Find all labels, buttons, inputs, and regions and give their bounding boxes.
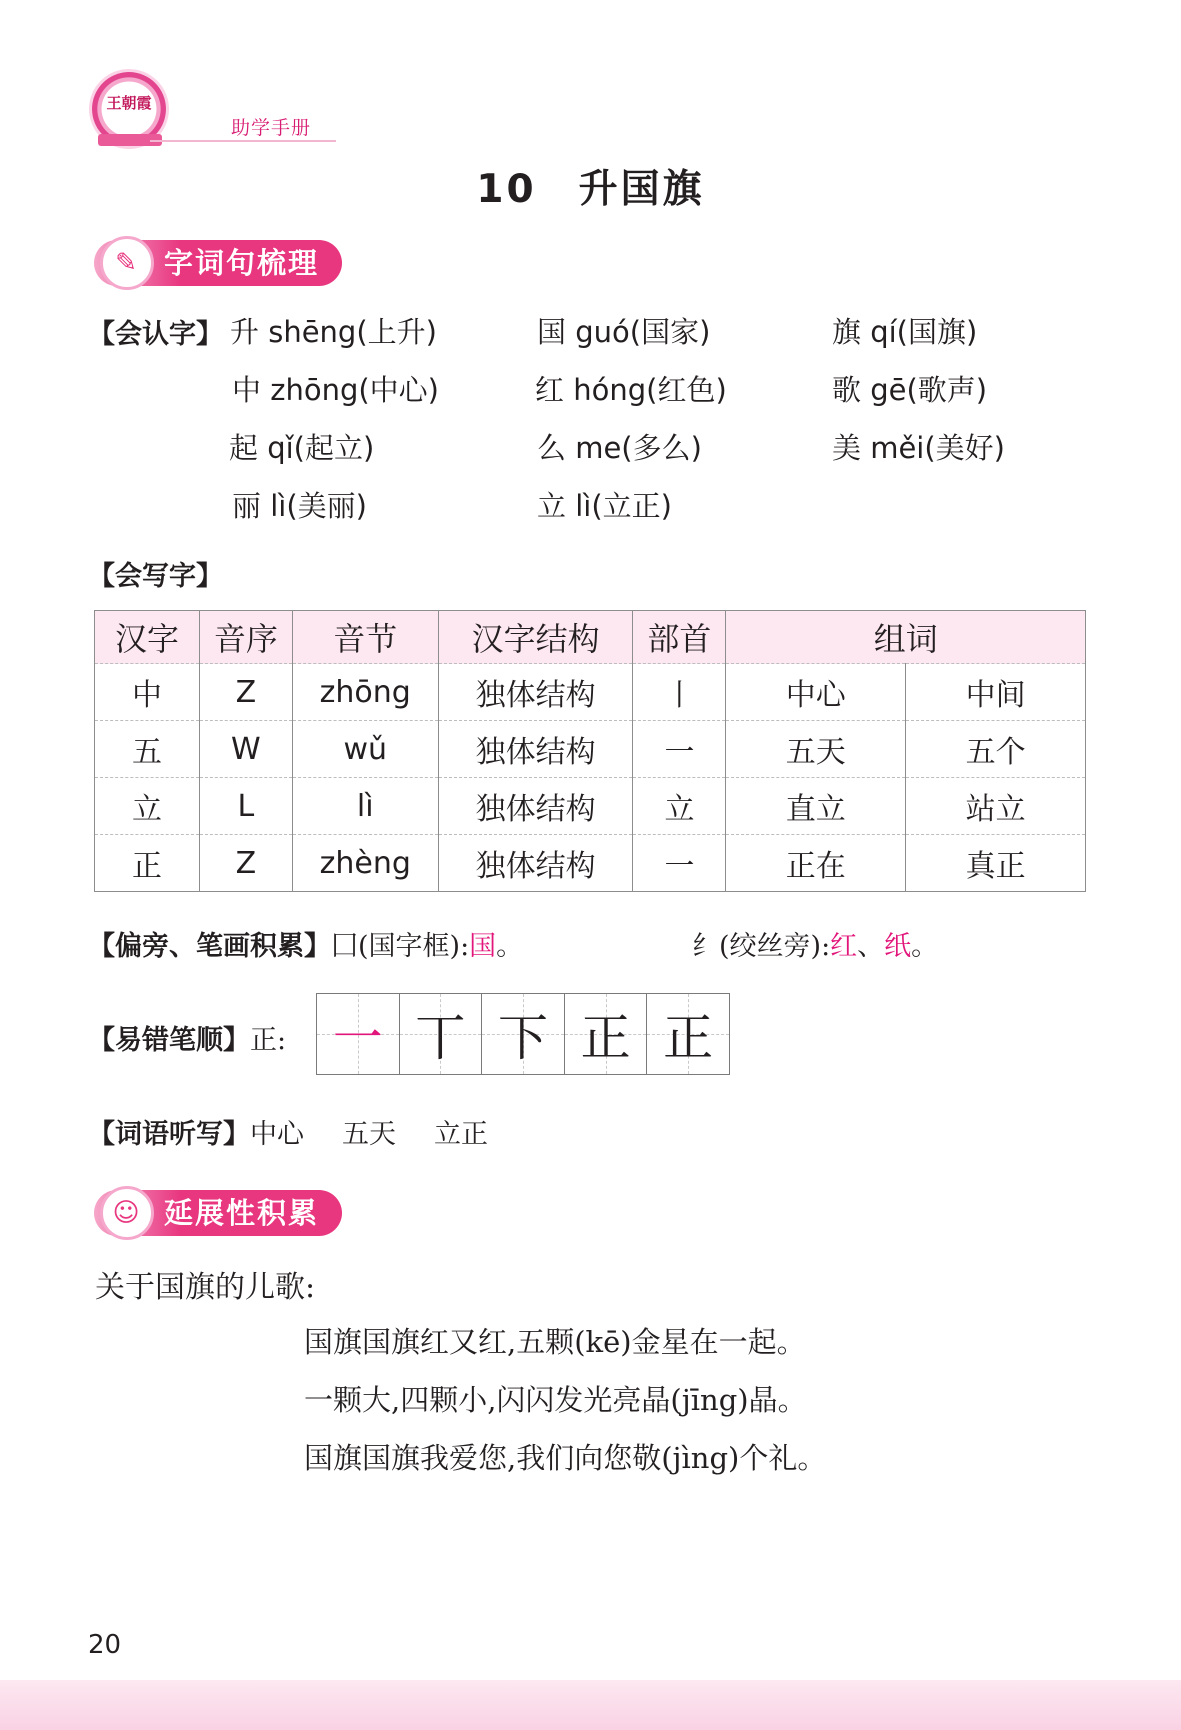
footer-band (0, 1680, 1181, 1730)
stroke-order-line (88, 1018, 286, 1057)
cell-index: Z (199, 664, 292, 721)
vocab-item: 丽 lì(美丽) (232, 489, 367, 523)
header-rule (150, 140, 336, 142)
vocab-item: 立 lì(立正) (537, 489, 672, 523)
table-row (95, 778, 1086, 835)
poem-intro: 关于国旗的儿歌: (95, 1270, 316, 1305)
mascot-icon: ✎ (100, 236, 154, 290)
stroke-step: 一 (317, 994, 400, 1074)
radical-example: 纸 (884, 931, 912, 962)
cell-index: W (199, 721, 292, 778)
cell-syllable: lì (292, 778, 438, 835)
mascot-icon: ☺ (100, 1186, 154, 1240)
vocab-item: 么 me(多么) (537, 431, 702, 465)
stroke-step: 丅 (400, 994, 483, 1074)
cell-word: 直立 (726, 778, 906, 835)
stroke-order-label: 【易错笔顺】 (88, 1025, 250, 1056)
col-header: 汉字 (95, 611, 200, 664)
section-banner-vocab (94, 240, 342, 286)
dictation-word: 中心 (250, 1119, 304, 1150)
vocab-item: 美 měi(美好) (832, 431, 1005, 465)
write-label: 【会写字】 (88, 561, 223, 592)
cell-char: 正 (95, 835, 200, 892)
radical-example: 国 (469, 931, 497, 962)
table-row (95, 835, 1086, 892)
cell-structure: 独体结构 (438, 778, 633, 835)
cell-structure: 独体结构 (438, 721, 633, 778)
write-table (94, 610, 1086, 892)
cell-word: 站立 (906, 778, 1086, 835)
punct: 。 (911, 931, 939, 962)
vocab-item: 红 hóng(红色) (535, 373, 727, 407)
punct: 、 (857, 931, 885, 962)
vocab-item: 旗 qí(国旗) (832, 315, 978, 349)
vocab-item: 歌 gē(歌声) (832, 373, 988, 407)
cell-index: L (199, 778, 292, 835)
page-number: 20 (88, 1630, 122, 1660)
col-header: 汉字结构 (438, 611, 633, 664)
header-label: 助学手册 (231, 117, 312, 139)
punct: 。 (496, 931, 524, 962)
poem-line: 国旗国旗我爱您,我们向您敬(jìng)个礼。 (304, 1441, 827, 1475)
table-header-row (95, 611, 1086, 664)
stroke-step: 正 (565, 994, 648, 1074)
logo-text: 王朝霞 (106, 94, 152, 112)
poem-line: 一颗大,四颗小,闪闪发光亮晶(jīng)晶。 (304, 1383, 807, 1417)
vocab-item: 国 guó(国家) (537, 315, 711, 349)
radical-jiaosi: 纟(绞丝旁): (692, 931, 831, 962)
stroke-order-char: 正: (250, 1025, 287, 1056)
col-header: 音节 (292, 611, 438, 664)
radical-example: 红 (830, 931, 858, 962)
cell-word: 真正 (906, 835, 1086, 892)
radicals-label: 【偏旁、笔画积累】 (88, 931, 331, 962)
section-banner-extension (94, 1190, 342, 1236)
stroke-step: 正 (647, 994, 729, 1074)
stroke-step: 下 (482, 994, 565, 1074)
cell-word: 五个 (906, 721, 1086, 778)
table-row (95, 664, 1086, 721)
dictation-label: 【词语听写】 (88, 1119, 250, 1150)
cell-structure: 独体结构 (438, 835, 633, 892)
cell-radical: 立 (633, 778, 726, 835)
section-title: 延展性积累 (164, 1196, 320, 1230)
cell-word: 正在 (726, 835, 906, 892)
cell-radical: 一 (633, 721, 726, 778)
cell-index: Z (199, 835, 292, 892)
table-row (95, 721, 1086, 778)
col-header: 音序 (199, 611, 292, 664)
cell-word: 中间 (906, 664, 1086, 721)
cell-word: 中心 (726, 664, 906, 721)
section-title: 字词句梳理 (164, 246, 320, 280)
cell-structure: 独体结构 (438, 664, 633, 721)
cell-char: 五 (95, 721, 200, 778)
cell-syllable: zhèng (292, 835, 438, 892)
poem-line: 国旗国旗红又红,五颗(kē)金星在一起。 (304, 1325, 806, 1359)
radicals-line-2 (692, 924, 938, 963)
dictation-word: 立正 (434, 1119, 488, 1150)
cell-radical: 丨 (633, 664, 726, 721)
radical-kuang: 囗(国字框): (331, 931, 470, 962)
cell-char: 中 (95, 664, 200, 721)
lesson-title: 10 升国旗 (476, 167, 705, 212)
cell-syllable: wǔ (292, 721, 438, 778)
cell-char: 立 (95, 778, 200, 835)
col-header: 部首 (633, 611, 726, 664)
cell-radical: 一 (633, 835, 726, 892)
dictation-word: 五天 (342, 1119, 396, 1150)
cell-word: 五天 (726, 721, 906, 778)
vocab-item: 起 qǐ(起立) (229, 431, 375, 465)
stroke-order-grid (316, 993, 730, 1075)
dictation-line (88, 1112, 488, 1151)
cell-syllable: zhōng (292, 664, 438, 721)
recognize-label: 【会认字】 (88, 319, 223, 350)
radicals-line (88, 924, 523, 963)
vocab-item: 中 zhōng(中心) (232, 373, 439, 407)
vocab-item: 升 shēng(上升) (230, 315, 437, 349)
col-header: 组词 (726, 611, 1086, 664)
